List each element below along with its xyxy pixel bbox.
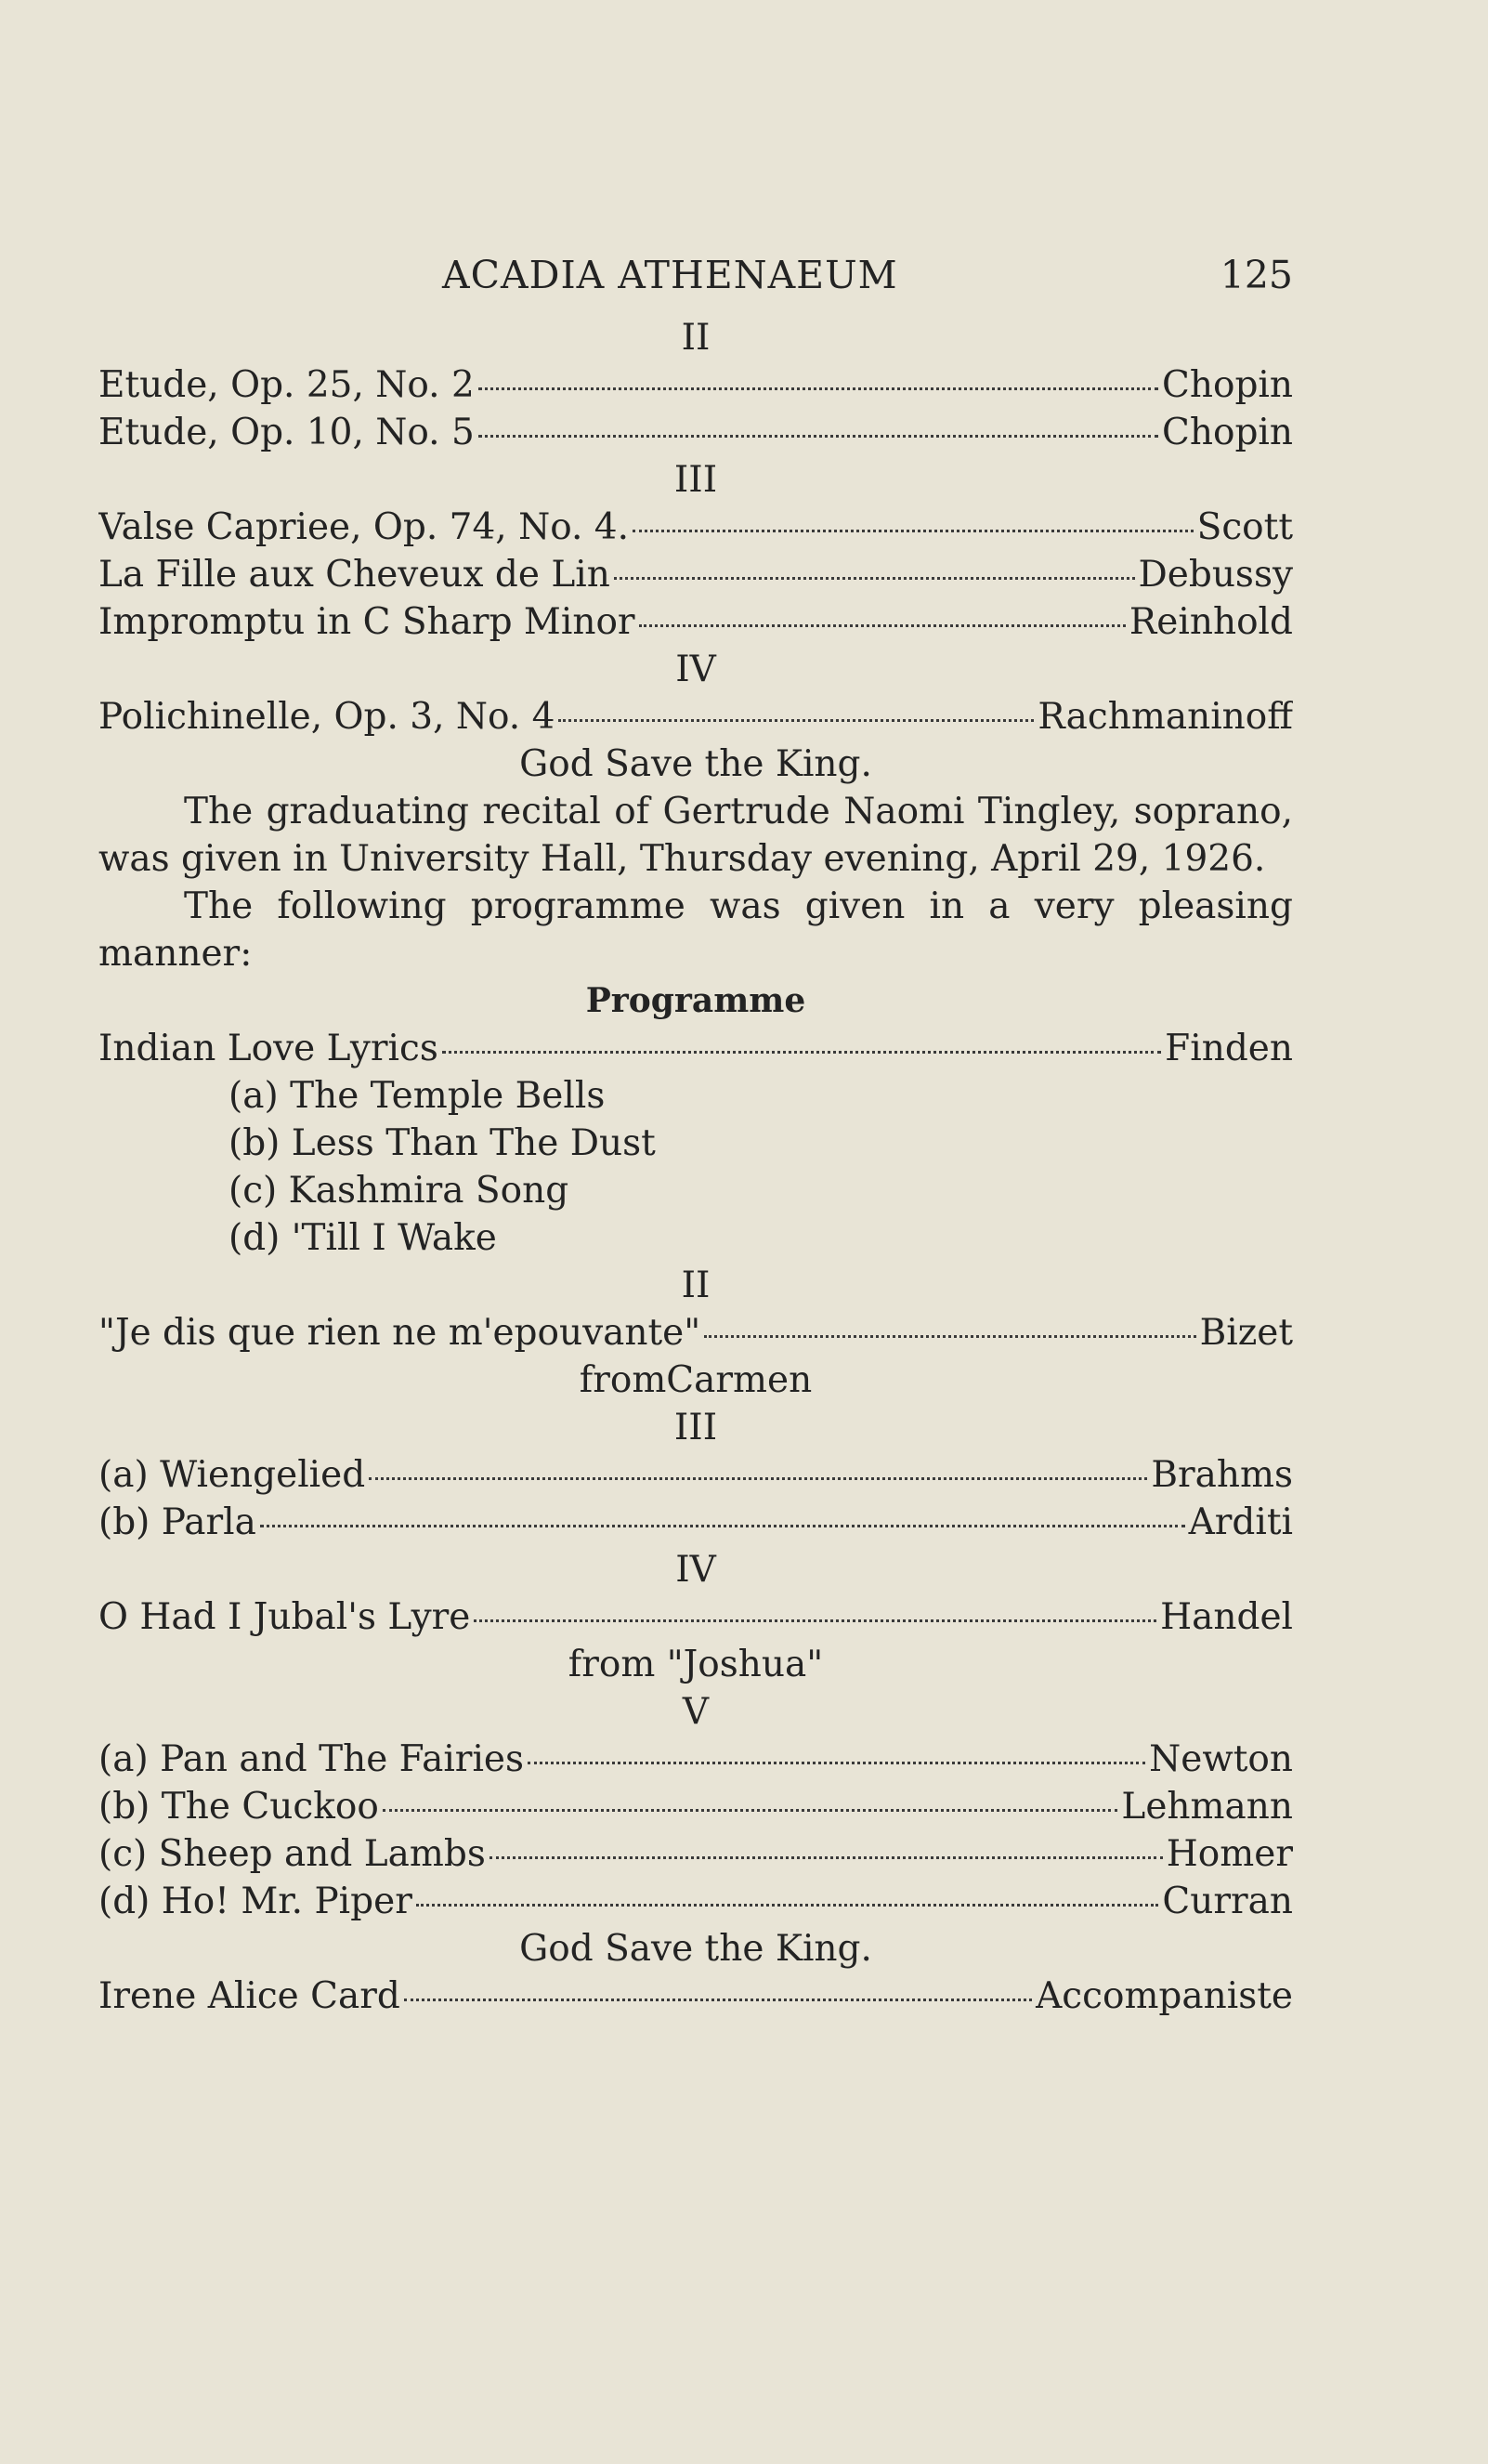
program-entry xyxy=(98,1309,1293,1357)
piece-title: Indian Love Lyrics xyxy=(98,1028,438,1069)
dot-leader xyxy=(558,719,1034,722)
program-entry xyxy=(98,1830,1293,1878)
piece-title: "Je dis que rien ne m'epouvante" xyxy=(98,1312,701,1354)
composer: Homer xyxy=(1166,1833,1293,1875)
composer: Newton xyxy=(1149,1738,1293,1780)
dot-leader xyxy=(442,1051,1161,1054)
piece-title: Etude, Op. 25, No. 2 xyxy=(98,364,475,406)
dot-leader xyxy=(478,435,1158,438)
composer: Curran xyxy=(1162,1881,1293,1922)
composer: Reinhold xyxy=(1129,601,1293,643)
section-heading: II xyxy=(681,1265,711,1306)
source-note: fromCarmen xyxy=(579,1359,813,1401)
program-entry xyxy=(98,598,1293,646)
dot-leader xyxy=(528,1762,1145,1764)
paragraph: The following programme was given in a very pleasing manner: xyxy=(98,885,1293,975)
accompanist-name: Irene Alice Card xyxy=(98,1975,400,2017)
section-heading: IV xyxy=(675,1549,716,1591)
dot-leader xyxy=(416,1904,1159,1907)
piece-title: (b) The Cuckoo xyxy=(98,1786,379,1828)
running-header xyxy=(98,251,1293,314)
program-entry xyxy=(98,504,1293,551)
page-number: 125 xyxy=(1220,253,1293,297)
composer: Lehmann xyxy=(1121,1786,1293,1828)
sub-item: (b) Less Than The Dust xyxy=(228,1122,656,1164)
section-heading: IV xyxy=(675,649,716,690)
section-heading: V xyxy=(682,1691,710,1733)
piece-title: (a) Wiengelied xyxy=(98,1454,366,1496)
program-entry xyxy=(98,1736,1293,1783)
program-entry xyxy=(98,1878,1293,1925)
program-entry xyxy=(98,693,1293,741)
composer: Debussy xyxy=(1138,554,1293,596)
programme-heading: Programme xyxy=(585,981,806,1020)
program-entry xyxy=(98,1593,1293,1641)
sub-item: (c) Kashmira Song xyxy=(228,1170,569,1212)
dot-leader xyxy=(260,1525,1185,1527)
dot-leader xyxy=(369,1477,1147,1480)
program-entry xyxy=(98,1451,1293,1499)
section-heading: II xyxy=(681,317,711,359)
piece-title: (d) Ho! Mr. Piper xyxy=(98,1881,412,1922)
dot-leader xyxy=(639,624,1126,627)
document-page xyxy=(98,251,1293,2020)
anthem-line: God Save the King. xyxy=(519,743,872,785)
piece-title: Valse Capriee, Op. 74, No. 4. xyxy=(98,506,630,548)
composer: Chopin xyxy=(1162,412,1293,453)
piece-title: (a) Pan and The Fairies xyxy=(98,1738,525,1780)
composer: Handel xyxy=(1160,1596,1293,1638)
program-entry xyxy=(98,1499,1293,1546)
sub-item: (a) The Temple Bells xyxy=(228,1075,606,1117)
journal-title: ACADIA ATHENAEUM xyxy=(442,253,898,297)
piece-title: O Had I Jubal's Lyre xyxy=(98,1596,471,1638)
piece-title: La Fille aux Cheveux de Lin xyxy=(98,554,610,596)
piece-title: Etude, Op. 10, No. 5 xyxy=(98,412,475,453)
accompanist-role: Accompaniste xyxy=(1036,1975,1293,2017)
dot-leader xyxy=(633,530,1194,532)
paragraph: The graduating recital of Gertrude Naomi Tingley, soprano, was given in University Hall, Thursday evening, April 29, 1926. xyxy=(98,791,1293,880)
composer: Bizet xyxy=(1199,1312,1293,1354)
anthem-line: God Save the King. xyxy=(519,1928,872,1970)
dot-leader xyxy=(478,387,1158,390)
piece-title: Polichinelle, Op. 3, No. 4 xyxy=(98,696,555,738)
program-entry xyxy=(98,1025,1293,1072)
composer: Brahms xyxy=(1151,1454,1293,1496)
composer: Chopin xyxy=(1162,364,1293,406)
program-entry xyxy=(98,409,1293,456)
composer: Finden xyxy=(1165,1028,1293,1069)
program-entry xyxy=(98,361,1293,409)
section-heading: III xyxy=(673,459,718,501)
dot-leader xyxy=(404,1999,1032,2001)
program-entry xyxy=(98,551,1293,598)
composer: Arditi xyxy=(1188,1501,1293,1543)
composer: Rachmaninoff xyxy=(1038,696,1293,738)
sub-item: (d) 'Till I Wake xyxy=(228,1217,497,1259)
piece-title: Impromptu in C Sharp Minor xyxy=(98,601,635,643)
composer: Scott xyxy=(1196,506,1293,548)
dot-leader xyxy=(474,1619,1156,1622)
piece-title: (b) Parla xyxy=(98,1501,256,1543)
dot-leader xyxy=(704,1335,1195,1338)
accompanist-entry xyxy=(98,1973,1293,2020)
source-note: from "Joshua" xyxy=(568,1644,824,1685)
dot-leader xyxy=(614,577,1135,580)
program-entry xyxy=(98,1783,1293,1830)
dot-leader xyxy=(489,1856,1163,1859)
section-heading: III xyxy=(673,1407,718,1448)
dot-leader xyxy=(383,1809,1118,1812)
piece-title: (c) Sheep and Lambs xyxy=(98,1833,486,1875)
